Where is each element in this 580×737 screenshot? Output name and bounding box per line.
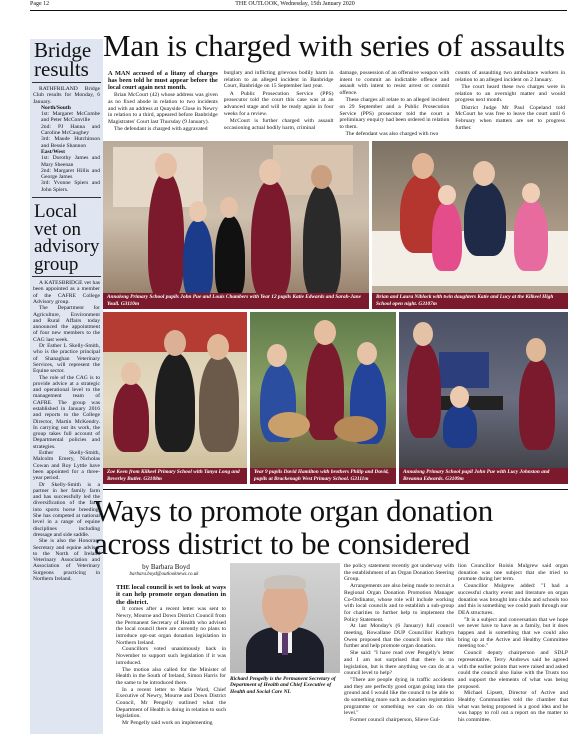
vet-paragraph: The role of the CAG is to provide advice at a strategic and operational level to the management team of CAFRE. The group was established in January 2016 and reports to the College Director, Martin McKendry. In carrying out its work, the group takes full account of Departmental policies and strategies. (33, 374, 100, 450)
story1-paragraph: Brian McCourt (42) whose address was given as no fixed abode in relation to two incidents and with an address at Quayside Close in Newry in relation to a third, appeared before Banbridge Magistrates' Court last Thursday (9 January). (108, 92, 218, 125)
local-vet-heading: Local vet on advisory group (34, 201, 100, 275)
sidebar-divider (32, 82, 101, 83)
story2-paragraph: Former council chairperson, Slieve Gul- (350, 717, 441, 724)
photo-school-pupils (103, 141, 369, 309)
story1-paragraph: damage, possession of an offensive weapon with intent to commit an indictable offence and assault with intent to resist arrest or commit offence. (339, 70, 450, 97)
bridge-result: 3rd: Maude Hutchinson and Bessie Shannon (41, 136, 100, 149)
byline: by Barbara Boyd (142, 563, 190, 571)
story1-body (108, 70, 565, 139)
story2-column (116, 584, 226, 727)
bridge-results-text (30, 86, 103, 193)
story2-paragraph: Councillors voted unanimously back in November to support such legislation if it was introduced. (116, 646, 226, 666)
story1-lead: A MAN accused of a litany of charges has been told he must appear before the local court again next month. (108, 70, 218, 92)
photo-caption: Zoe Keen from Kilkeel Primary School with Tanya Long and Beverley Butler. G3108m (103, 468, 247, 484)
vet-paragraph: Dr Skelly-Smith is a partner in her family farm and has successfully led the diversification of the farm into sports horse breeding. She has competed at national level in a range of equine disciplines including dressage and side saddle. (33, 481, 100, 538)
photo-caption: Annalong Primary School pupils John Pue and Louis Chambers with Year 12 pupils Katie Edwards and Sarah-Jane Youll. G3110m (103, 293, 369, 309)
story2-paragraph: Michael Lipsett, Director of Active and Healthy Communities told the chamber that what was being proposed is a good idea and he was happy to roll out a report on the matter to his committee. (458, 690, 568, 724)
story1-column (455, 70, 565, 139)
portrait-photo (230, 563, 340, 673)
story2-paragraph: Councillor Mulgrew added: "I had a successful charity event and literature on organ donation was brought into clubs and schools too and this is something we could push through our DEA structures. (458, 583, 568, 616)
story2-column (458, 563, 568, 724)
bridge-result: 2nd: Margaret Hillis and George James (41, 167, 100, 181)
bridge-intro: RATHFRILAND Bridge Club results for Monday, 6 January. (33, 86, 100, 105)
story2-lead: THE local council is set to look at ways it can help promote organ donation in the district. (116, 584, 226, 606)
story2-paragraph: Arrangements are also being made to recruit a Regional Organ Donation Promotion Manager Co-Ordinator, whose role will include working with local councils and to establish a sub-group for charities to further help to implement the Policy Statement. (344, 583, 454, 623)
bridge-result: 1st: Dorothy James and Mary Sheenan (41, 155, 100, 168)
header-rule (30, 10, 567, 11)
portrait-caption: Richard Pengelly is the Permanent Secretary of Department of Health and Chief Executive of Health and Social Care NI. (230, 676, 336, 695)
story2-paragraph: She said: "I have read over Pengelly's letter and I am not surprised that there is no legislation, but is there anything we can do at a council level to help? (344, 650, 454, 677)
story2-paragraph: The motion also called for the Minister of Health in the South of Ireland, Simon Harris for the same to be introduced there. (116, 666, 226, 686)
page-number: Page 12 (30, 1, 50, 7)
bridge-result: 1st: Margaret McCombe and Peter McConville (41, 111, 100, 124)
running-head (30, 1, 560, 10)
photo-year9-drummers (250, 312, 396, 484)
bridge-result: 3rd: Yvonne Spiers and John Spiers. (41, 180, 100, 193)
story2-paragraph: Mr Pengelly said work on implementing (122, 720, 213, 727)
sidebar-divider (32, 197, 101, 198)
story1-paragraph: These charges all relate to an alleged incident on 29 September and a Public Prosecution Service (PPS) prosecutor told the court a preliminary enquiry had been ordered in relation to them. (339, 97, 450, 131)
edition-date: THE OUTLOOK, Wednesday, 15th January 2020 (235, 1, 355, 7)
vet-paragraph: Dr Esther L Skelly-Smith, who is the practice principal of Shanaghan Veterinary Services, will represent the Equine sector. (33, 343, 100, 375)
bridge-results-heading: Bridge results (34, 38, 92, 81)
vet-paragraph: She is also the Honorary Secretary and equine advisor to the North of Ireland Veterinary Association and Association of Veterinary Surgeons practicing in Northern Ireland. (33, 538, 100, 582)
photo-family-open-night (372, 141, 568, 309)
story2-paragraph: In a recent letter to Marie Ward, Chief Executive of Newry, Mourne and Down District Council, Mr Pengelly outlined what the Department of Health is doing in relation to such legislation. (116, 686, 226, 720)
story1-paragraph: The court heard these two charges were in relation to an overnight matter and would progress next month. (455, 83, 565, 104)
story2-column (344, 563, 454, 724)
story1-column (224, 70, 334, 139)
vet-paragraph: The Department for Agriculture, Environment and Rural Affairs today announced the appointment of four new members to the CAG last week. (33, 305, 100, 343)
photo-caption: Year 9 pupils David Hamilton with brothers Philip and David, pupils at Brackenagh West Primary School. G3111m (250, 468, 396, 484)
story1-paragraph: A Public Prosecution Service (PPS) prosecutor told the court this case was at an advanced stage and will be ready again in four weeks for a review. (223, 90, 334, 117)
story2-paragraph: Council deputy chairperson and SDLP representative, Terry Andrews said he agreed with the earlier points that were raised and asked could the council also liaise with the Trusts too and support the elements of what was being proposed. (458, 650, 568, 690)
photo-caption: Brian and Laura Niblock with twin daughters Katie and Lucy at the Kilkeel High School open night. G3107m (372, 293, 568, 309)
photo-kilkeel-primary (103, 312, 247, 484)
bridge-section-heading: East/West (41, 148, 65, 155)
story1-headline: Man is charged with series of assaults (103, 28, 565, 63)
photo-caption: Annalong Primary School pupil John Pue with Lucy Johnston and Breanna Edwards. G3109m (399, 468, 568, 484)
vet-paragraph: Esther Skelly-Smith, Malcolm Emery, Nicholas Cowan and Roy Lyttle have been appointed for a three-year period. (33, 450, 100, 482)
story1-paragraph: District Judge Mr Paul Copeland told McCourt he was free to leave the court until 6 February when matters are set to progress further. (455, 104, 565, 131)
local-vet-text (30, 280, 103, 582)
story2-paragraph: At last Monday's (6 January) full council meeting, Rowallane DUP Councillor Kathryn Owen proposed that the council look into this further and help promote organ donation. (344, 623, 454, 650)
story1-paragraph: counts of assaulting two ambulance workers in relation to an alleged incident on 2 January. (455, 70, 565, 83)
story2-paragraph: It comes after a recent letter was sent to Newry, Mourne and Down District Council from the Permanent Secretary of Health who advised the local council there are currently no plans to introduce opt-out organ donation legislation in Northern Ireland. (116, 606, 226, 646)
story-divider (103, 489, 568, 490)
story1-paragraph: McCourt is further charged with assault occasioning actual bodily harm, criminal (223, 117, 334, 131)
bridge-section-heading: North/South (41, 104, 71, 111)
photo-annalong-keyboard (399, 312, 568, 484)
story2-paragraph: "There are people dying in traffic accidents and they are perfectly good organ going into the ground and I would like the council to be able to do something more such as donation registration programme or something we can do on this level." (344, 676, 454, 717)
bridge-result: 2nd: PJ Hanna and Caroline McCaughey (41, 123, 100, 137)
story1-column (340, 70, 450, 139)
story1-column (108, 70, 218, 139)
vet-paragraph: A KATESBRIDGE vet has been appointed as a member of the CAFRE College Advisory group. (33, 280, 100, 305)
story1-paragraph: burglary and inflicting grievous bodily harm in relation to an alleged incident in Banbridge Court, Banbridge on 15 September last year. (223, 70, 334, 90)
story2-paragraph: the policy statement recently got underway with the establishment of an Organ Donation Steering Group. (344, 563, 454, 583)
story2-paragraph: lion Councillor Roisin Mulgrew said organ donation was one subject that she tried to promote during her term. (458, 563, 568, 583)
story1-paragraph: The defendant was also charged with two (345, 131, 439, 138)
story1-paragraph: The defendant is charged with aggravated (114, 126, 208, 133)
story2-paragraph: "It is a subject and conversation that we hope we never have to have as a family, but it does happen and is something that we could also bring up at the Active and Healthy Committee meeting too." (458, 616, 568, 650)
sidebar-divider (32, 276, 101, 277)
sidebar (30, 39, 103, 734)
story2-headline: Ways to promote organ donation across district to be considered (94, 493, 494, 561)
byline-email[interactable]: barbara.boyd@outlooknews.co.uk (129, 572, 199, 577)
